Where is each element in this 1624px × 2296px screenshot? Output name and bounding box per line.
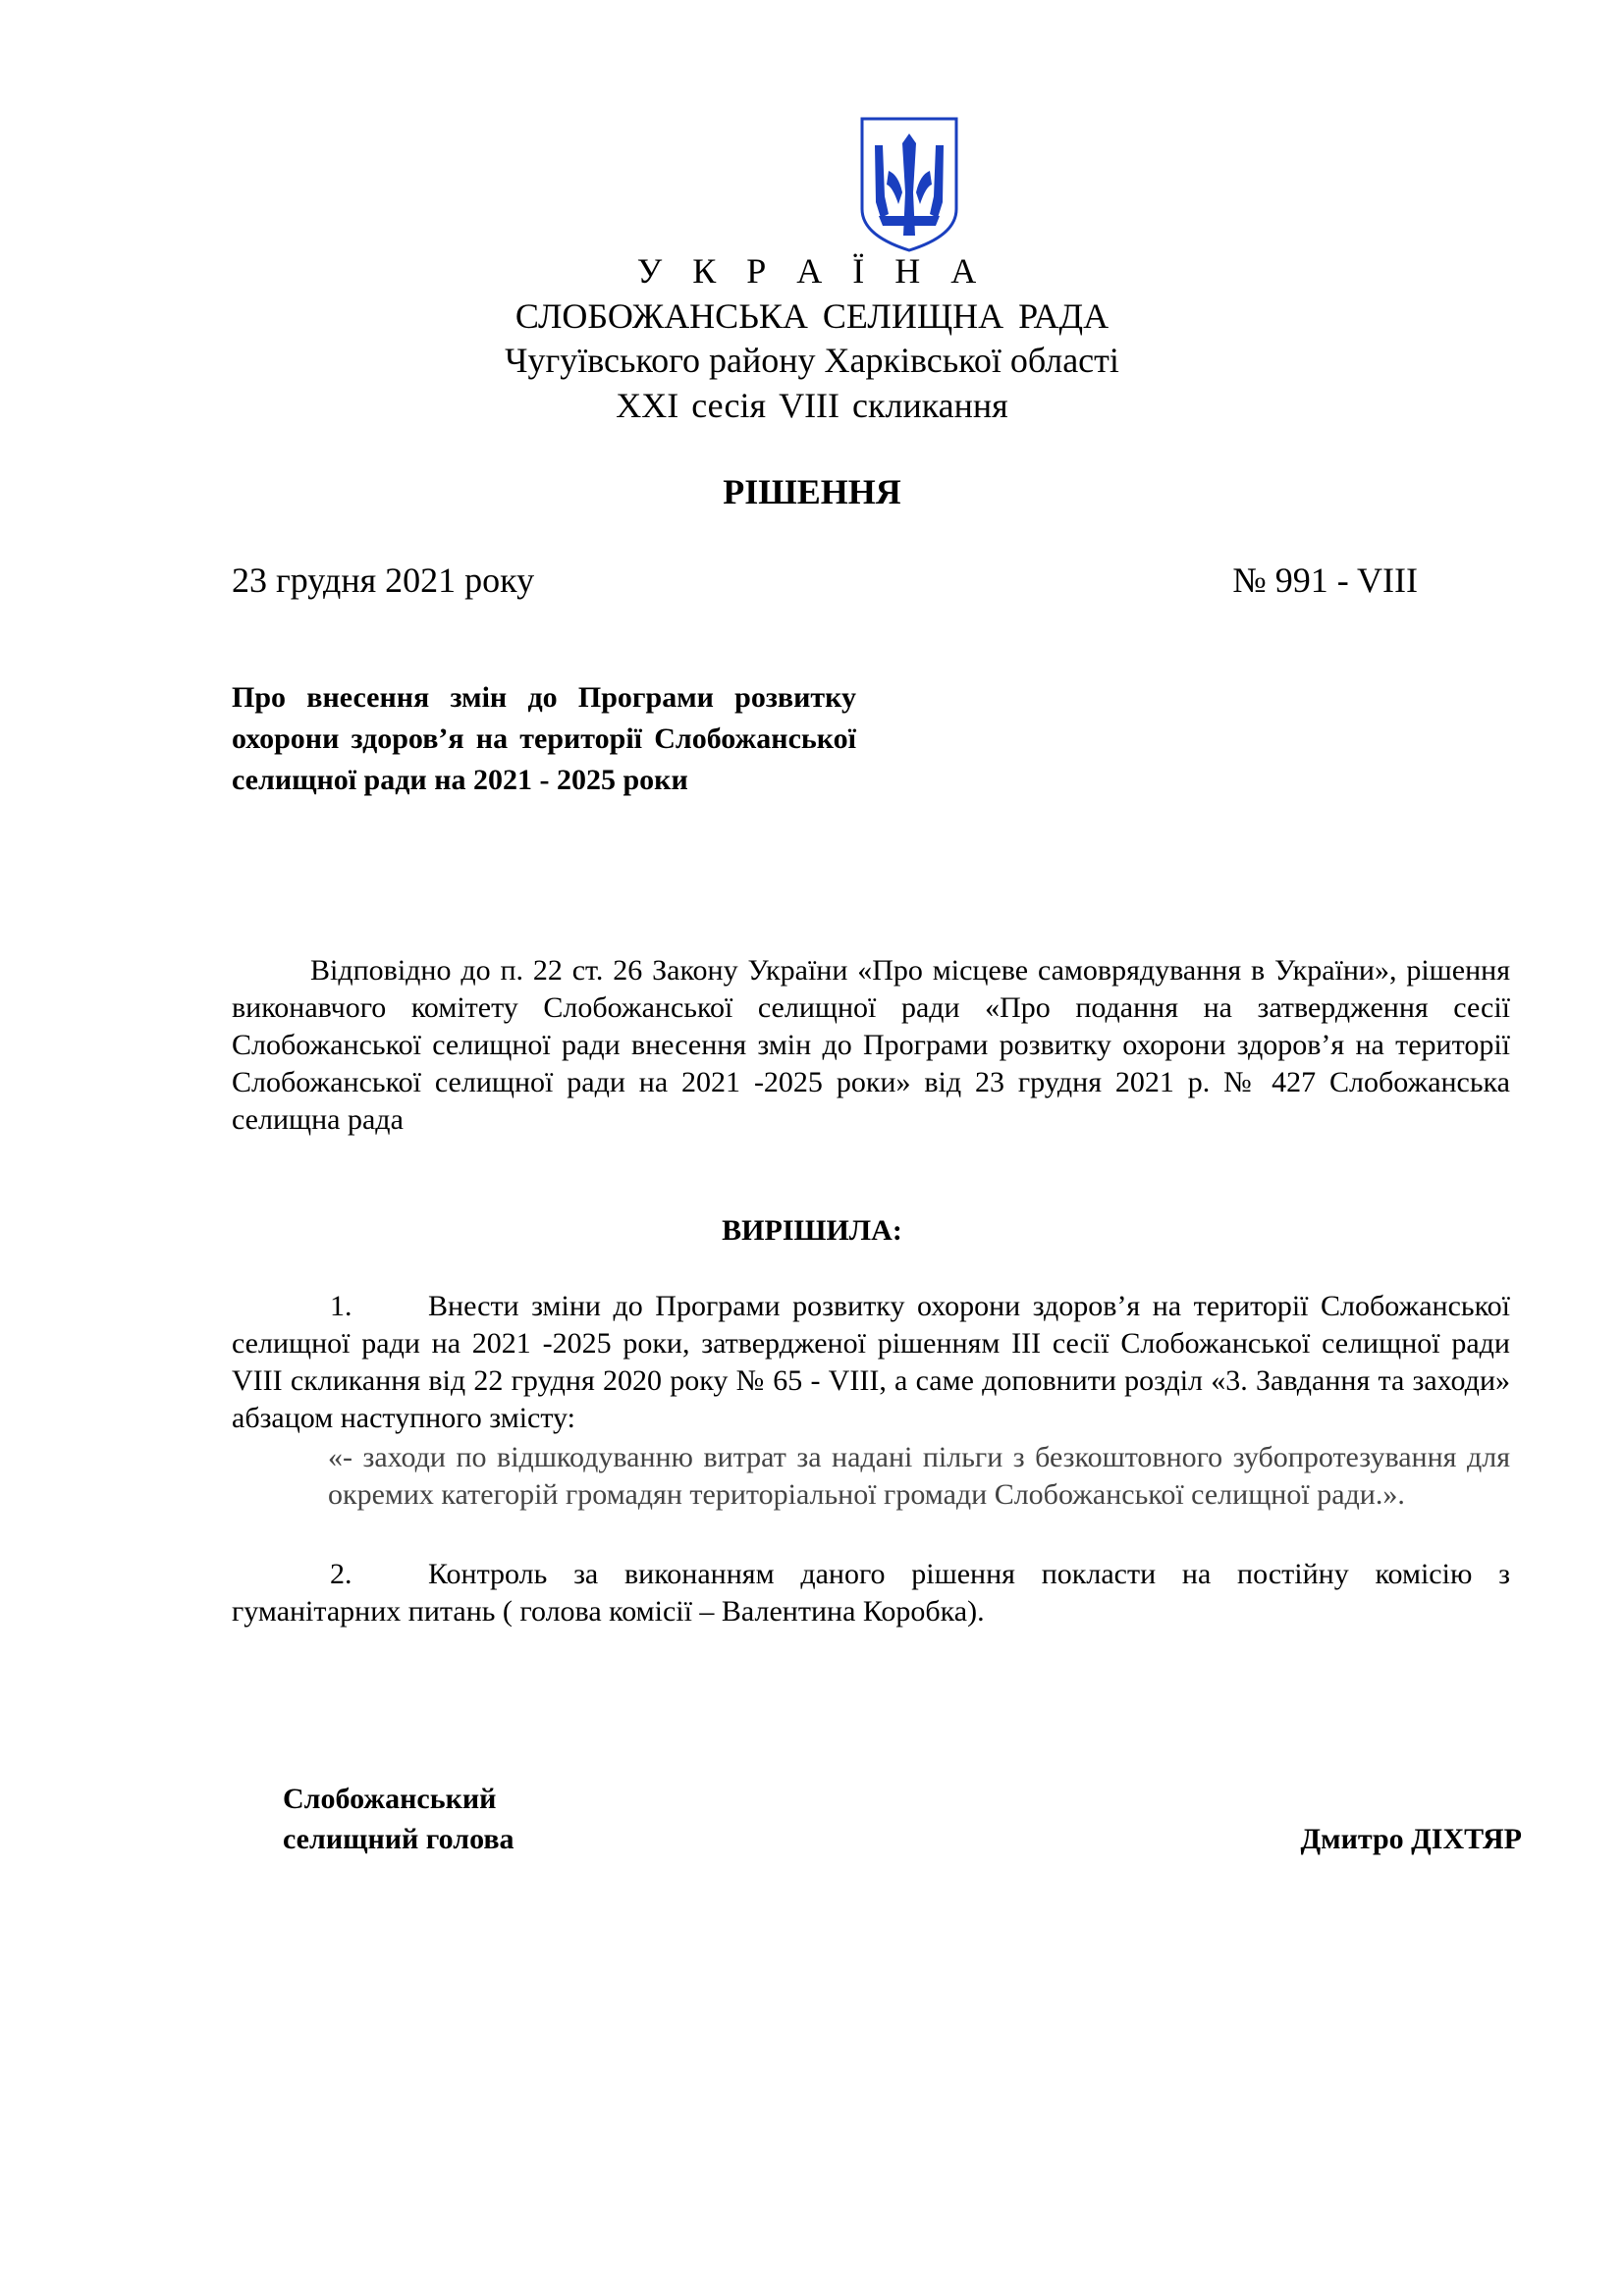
list-item <box>232 1288 1510 1437</box>
resolved-heading: ВИРІШИЛА: <box>722 1214 902 1247</box>
header-council: СЛОБОЖАНСЬКА СЕЛИЩНА РАДА <box>514 296 1110 336</box>
item-number: 2. <box>330 1558 352 1590</box>
signature-position-line1: Слобожанський <box>283 1783 497 1815</box>
header-country: У К Р А Ї Н А <box>636 251 988 291</box>
preamble-text: Відповідно до п. 22 ст. 26 Закону України «Про місцеве самоврядування в України», рішення виконавчого комітету Слобожанської селищної ради «Про подання на затвердження сесії Слобожанської селищної ради внесення змін до Програми розвитку охорони здоров’я на території Слобожанської селищної ради на 2021 -2025 роки» від 23 грудня 2021 р. № 427 Слобожанська селищна рада <box>232 954 1510 1136</box>
item-quote: «- заходи по відшкодуванню витрат за надані пільги з безкоштовного зубопротезування для окремих категорій громадян територіальної громади Слобожанської селищної ради.». <box>328 1441 1510 1511</box>
document-number: № 991 - VIII <box>1232 561 1418 600</box>
header-session: XXI сесія VIII скликання <box>616 386 1008 425</box>
signature-position <box>283 1779 514 1859</box>
item-text: Контроль за виконанням даного рішення покласти на постійну комісію з гуманітарних питань ( голова комісії – Валентина Коробка). <box>232 1558 1510 1628</box>
signature-name: Дмитро ДІХТЯР <box>1300 1823 1522 1855</box>
item-text: Внести зміни до Програми розвитку охорони здоров’я на території Слобожанської селищної ради на 2021 -2025 роки, затвердженої рішенням ІІІ сесії Слобожанської селищної ради VIII скликання від 22 грудня 2020 року № 65 - VIII, а саме доповнити розділ «3. Завдання та заходи» абзацом наступного змісту: <box>232 1290 1510 1434</box>
document-title: РІШЕННЯ <box>723 472 901 511</box>
signature-position-line2: селищний голова <box>283 1823 514 1855</box>
document-subject: Про внесення змін до Програми розвитку охорони здоров’я на території Слобожанської селищної ради на 2021 - 2025 роки <box>232 681 856 796</box>
trident-coat-of-arms-icon <box>859 116 959 253</box>
preamble-paragraph <box>232 952 1510 1139</box>
document-date: 23 грудня 2021 року <box>232 561 535 600</box>
list-item <box>232 1556 1510 1630</box>
item-number: 1. <box>330 1290 352 1322</box>
header-district: Чугуївського району Харківської області <box>505 341 1119 380</box>
